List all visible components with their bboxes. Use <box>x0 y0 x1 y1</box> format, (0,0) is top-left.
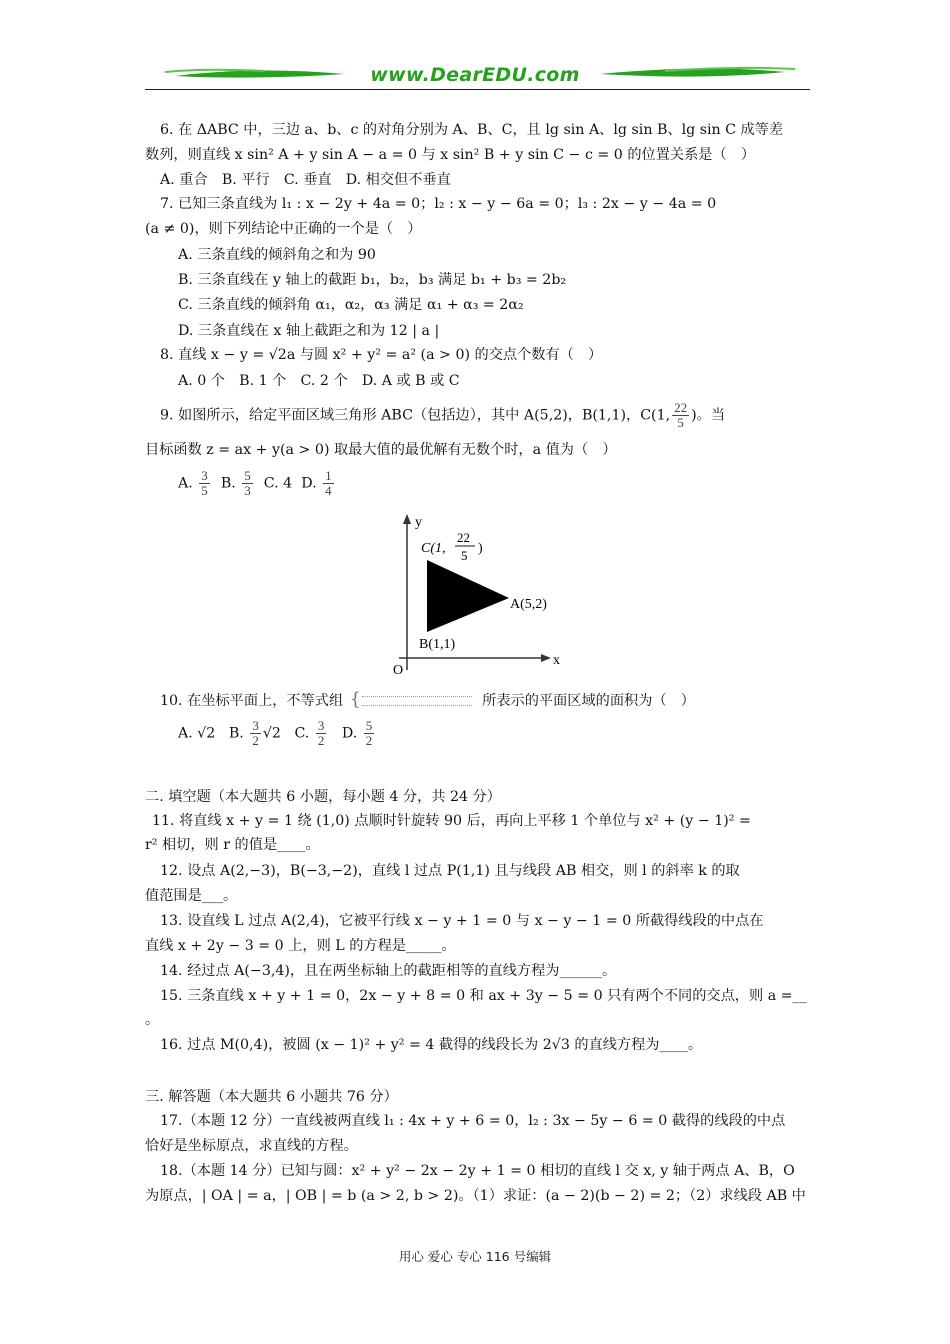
q10-options <box>178 719 376 748</box>
q10-option-b-root: √2 <box>262 725 281 742</box>
q10-option-b-label: B. <box>228 725 244 742</box>
q12-line1: 12. 设点 A(2,−3)，B(−3,−2)，直线 l 过点 P(1,1) 且与线段 AB 相交，则 l 的斜率 k 的取 <box>160 863 740 879</box>
q18-line2: 为原点，| OA | = a，| OB | = b (a > 2, b > 2)。（1）求证：(a − 2)(b − 2) = 2；（2）求线段 AB 中 <box>145 1188 806 1204</box>
q10-option-d-num: 5 <box>365 718 373 733</box>
q6-line1: 6. 在 ΔABC 中，三边 a、b、c 的对角分别为 A、B、C，且 lg sin A、lg sin B、lg sin C 成等差 <box>160 122 784 138</box>
q10-line1-text: 10. 在坐标平面上，不等式组 <box>160 693 344 709</box>
q12-line2: 值范围是___。 <box>145 888 238 904</box>
q10-option-b-den: 2 <box>252 733 259 748</box>
q7-line2: (a ≠ 0)，则下列结论中正确的一个是（ ） <box>145 221 422 237</box>
q10-option-c-den: 2 <box>317 733 325 748</box>
vertex-c-den: 5 <box>461 548 468 563</box>
q9-option-c: C. 4 <box>263 475 293 492</box>
q18-line1: 18.（本题 14 分）已知与圆：x² + y² − 2x − 2y + 1 = 0 相切的直线 l 交 x, y 轴于两点 A、B，O <box>160 1163 795 1179</box>
q9-option-d-num: 1 <box>325 468 332 483</box>
q9-option-a-label: A. <box>178 475 193 492</box>
q9-options <box>178 469 336 498</box>
section3-title: 三. 解答题（本大题共 6 小题共 76 分） <box>145 1089 398 1105</box>
vertex-c-num: 22 <box>457 530 470 545</box>
q9-option-b-label: B. <box>220 475 236 492</box>
q10-line1-tail: 所表示的平面区域的面积为（ ） <box>482 693 695 709</box>
q9-option-b-den: 3 <box>244 483 251 498</box>
q13-line2: 直线 x + 2y − 3 = 0 上，则 L 的方程是_____。 <box>145 938 456 954</box>
q10-option-d-fraction <box>364 719 375 748</box>
q9-option-b-num: 5 <box>244 468 251 483</box>
q9-c-den: 5 <box>677 415 684 430</box>
q9-line1-tail: )。当 <box>691 407 726 424</box>
section2-title: 二. 填空题（本大题共 6 小题，每小题 4 分，共 24 分） <box>145 789 501 805</box>
y-axis-arrow-icon <box>403 514 411 524</box>
q11-line1: 11. 将直线 x + y = 1 绕 (1,0) 点顺时针旋转 90 后，再向上平移 1 个单位与 x² + (y − 1)² = <box>152 813 751 829</box>
q16: 16. 过点 M(0,4)，被圆 (x − 1)² + y² = 4 截得的线段长为 2√3 的直线方程为____。 <box>160 1037 703 1053</box>
q9-c-num: 22 <box>674 400 688 415</box>
q9-option-d-fraction <box>323 469 334 498</box>
q7-option-d: D. 三条直线在 x 轴上截距之和为 12 | a | <box>178 323 440 339</box>
q15-line1: 15. 三条直线 x + y + 1 = 0，2x − y + 8 = 0 和 ax + 3y − 5 = 0 只有两个不同的交点，则 a =__ <box>160 988 807 1004</box>
q9-option-d-label: D. <box>301 475 317 492</box>
page-footer: 用心 爱心 专心 116 号编辑 <box>398 1249 552 1264</box>
q9-line1 <box>160 401 725 430</box>
q7-option-a: A. 三条直线的倾斜角之和为 90 <box>178 247 376 263</box>
q10-inequality-system: { <box>348 694 478 708</box>
q7-line1: 7. 已知三条直线为 l₁ : x − 2y + 4a = 0；l₂ : x − y − 6a = 0；l₃ : 2x − y − 4a = 0 <box>160 196 717 212</box>
vertex-c-close: ) <box>478 541 483 556</box>
q9-option-d-den: 4 <box>325 483 332 498</box>
q7-option-b: B. 三条直线在 y 轴上的截距 b₁，b₂，b₃ 满足 b₁ + b₃ = 2b₂ <box>178 272 567 288</box>
q9-option-a-fraction <box>199 469 210 498</box>
q10-option-c-label: C. <box>294 725 310 742</box>
q8-line1: 8. 直线 x − y = √2a 与圆 x² + y² = a² (a > 0) 的交点个数有（ ） <box>160 347 603 363</box>
q11-line2: r² 相切，则 r 的值是____。 <box>145 837 320 853</box>
vertex-b-label: B(1,1) <box>419 637 456 652</box>
q9-option-a-den: 5 <box>201 483 208 498</box>
triangle-region-figure <box>385 512 575 677</box>
site-header <box>145 62 810 94</box>
q7-option-c: C. 三条直线的倾斜角 α₁，α₂，α₃ 满足 α₁ + α₃ = 2α₂ <box>178 297 524 313</box>
q17-line2: 恰好是坐标原点，求直线的方程。 <box>145 1138 358 1154</box>
x-axis-arrow-icon <box>541 654 551 662</box>
q15-line2: 。 <box>145 1012 160 1028</box>
q8-options: A. 0 个 B. 1 个 C. 2 个 D. A 或 B 或 C <box>178 373 460 389</box>
origin-label: O <box>393 663 404 677</box>
triangle-abc <box>427 560 509 632</box>
q9-line1-text: 9. 如图所示，给定平面区域三角形 ABC（包括边），其中 A(5,2)，B(1,1)，C(1, <box>160 407 671 424</box>
site-logo-text[interactable]: www.DearEDU.com <box>370 64 580 86</box>
q9-c-fraction <box>672 401 689 430</box>
q6-options: A. 重合 B. 平行 C. 垂直 D. 相交但不垂直 <box>160 172 451 188</box>
q10-line1 <box>160 689 695 710</box>
q9-line2: 目标函数 z = ax + y(a > 0) 取最大值的最优解有无数个时，a 值为（ ） <box>145 442 617 458</box>
q10-option-c-num: 3 <box>317 718 325 733</box>
q9-option-b-fraction <box>242 469 253 498</box>
q10-option-d-label: D. <box>341 725 358 742</box>
y-axis-label: y <box>415 515 422 530</box>
q6-line2: 数列，则直线 x sin² A + y sin A − a = 0 与 x sin² B + y sin C − c = 0 的位置关系是（ ） <box>145 147 756 163</box>
q10-option-b-fraction <box>250 719 261 748</box>
q10-option-a: A. √2 <box>178 725 216 742</box>
vertex-a-label: A(5,2) <box>510 597 547 612</box>
q10-option-c-fraction <box>316 719 327 748</box>
vertex-c-label: C(1, <box>421 541 446 556</box>
q10-option-d-den: 2 <box>365 733 373 748</box>
q17-line1: 17.（本题 12 分）一直线被两直线 l₁ : 4x + y + 6 = 0，l₂ : 3x − 5y − 6 = 0 截得的线段的中点 <box>160 1113 786 1129</box>
q9-option-a-num: 3 <box>201 468 208 483</box>
q14: 14. 经过点 A(−3,4)，且在两坐标轴上的截距相等的直线方程为______。 <box>160 963 617 979</box>
q13-line1: 13. 设直线 L 过点 A(2,4)，它被平行线 x − y + 1 = 0 与 x − y − 1 = 0 所截得线段的中点在 <box>160 913 764 929</box>
q10-option-b-num: 3 <box>252 718 259 733</box>
header-rule <box>145 89 810 90</box>
x-axis-label: x <box>553 653 560 668</box>
